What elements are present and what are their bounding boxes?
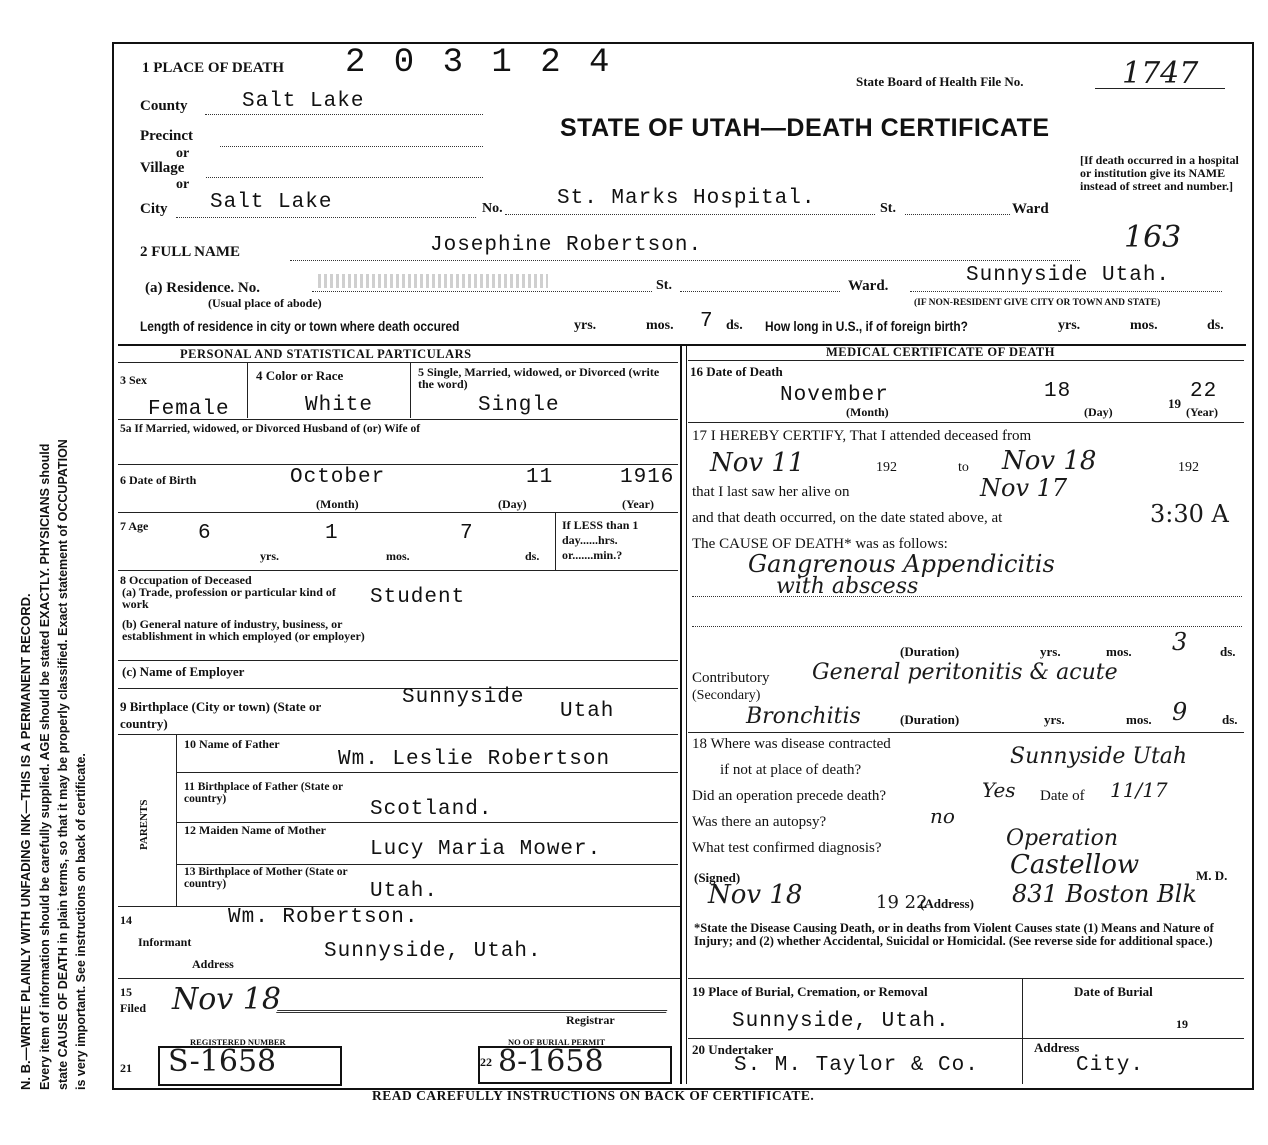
certify-text: 17 I HEREBY CERTIFY, That I attended deceased from — [692, 428, 1032, 444]
occupation-value: Student — [370, 586, 466, 609]
age-months: 1 — [325, 522, 339, 545]
attended-to-year: 192 — [1178, 460, 1199, 475]
street-label: St. — [880, 201, 896, 216]
duration-yrs-2: yrs. — [1044, 712, 1065, 727]
operation-date: 11/17 — [1110, 778, 1168, 802]
spouse-label: 5a If Married, widowed, or Divorced Husband of (or) Wife of — [120, 423, 421, 435]
residence-ward-value: Sunnyside Utah. — [966, 264, 1171, 287]
length-ds-label: ds. — [726, 318, 743, 333]
duration-mos-2: mos. — [1126, 712, 1152, 727]
less-than-day-label: If LESS than 1 day......hrs. or.......min.? — [562, 518, 639, 562]
cause-footnote: *State the Disease Causing Death, or in deaths from Violent Causes state (1) Means and Nature of Injury; and (2) whether Accidental, Suicidal or Homicidal. (See reverse side for additional space.) — [694, 921, 1214, 948]
full-name-value: Josephine Robertson. — [430, 234, 703, 257]
burial-place-label: 19 Place of Burial, Cremation, or Removal — [692, 984, 928, 999]
signed-year: 19 22 — [876, 892, 928, 913]
registrar-signature — [276, 996, 674, 1013]
or-label-1: or — [176, 146, 190, 161]
signed-label: (Signed) — [694, 870, 741, 885]
margin-note-line4: is very important. See instructions on back of certificate. — [74, 753, 88, 1090]
ward-label: Ward — [1012, 201, 1049, 217]
dob-month-caption: (Month) — [316, 497, 359, 511]
birthplace-label: 9 Birthplace (City or town) (State or country) — [120, 699, 321, 731]
death-year: 22 — [1190, 380, 1218, 403]
foreign-mos-label: mos. — [1130, 318, 1158, 333]
duration-days-value: 3 — [1172, 628, 1188, 656]
registered-number-label: REGISTERED NUMBER — [190, 1037, 286, 1047]
occupation-b-label: (b) General nature of industry, business, or establishment in which employed (or employer) — [122, 617, 365, 643]
physician-address: 831 Boston Blk — [1012, 880, 1197, 908]
death-year-caption: (Year) — [1186, 405, 1218, 419]
registered-number: S-1658 — [168, 1044, 277, 1079]
dob-year-caption: (Year) — [622, 497, 654, 511]
residence-st-label: St. — [656, 278, 672, 293]
filed-label: Filed — [120, 1001, 146, 1015]
medical-header: MEDICAL CERTIFICATE OF DEATH — [826, 345, 1055, 359]
length-residence-label: Length of residence in city or town where death occured — [140, 318, 460, 334]
duration-label-1: (Duration) — [900, 644, 960, 659]
age-mos-label: mos. — [386, 549, 410, 563]
personal-header: PERSONAL AND STATISTICAL PARTICULARS — [180, 347, 472, 361]
informant-address-label: Address — [192, 957, 234, 971]
residence-ward-label: Ward. — [848, 278, 889, 294]
length-mos-label: mos. — [646, 318, 674, 333]
secondary-label: (Secondary) — [692, 688, 761, 703]
time-of-death: 3:30 A — [1150, 500, 1229, 528]
birthplace-state: Utah — [560, 700, 615, 723]
mother-name-label: 12 Maiden Name of Mother — [184, 823, 326, 837]
residence-label: (a) Residence. No. — [145, 280, 260, 296]
foreign-birth-label: How long in U.S., if of foreign birth? — [765, 318, 968, 334]
village-label: Village — [140, 160, 185, 176]
burial-place: Sunnyside, Utah. — [732, 1010, 950, 1033]
hospital-note: [If death occurred in a hospital or institution give its NAME instead of street and number.] — [1080, 153, 1239, 193]
last-saw-text: that I last saw her alive on — [692, 484, 850, 500]
burial-date-label: Date of Burial — [1074, 984, 1153, 999]
cause-line-2: with abscess — [776, 574, 919, 599]
last-saw-date: Nov 17 — [980, 474, 1068, 502]
margin-note-line1: N. B.—WRITE PLAINLY WITH UNFADING INK—THIS IS A PERMANENT RECORD. — [18, 593, 33, 1090]
ward-number: 163 — [1124, 220, 1182, 255]
undertaker-address: City. — [1076, 1054, 1145, 1077]
dob-month: October — [290, 466, 386, 489]
registrar-label: Registrar — [566, 1013, 615, 1027]
employer-label: (c) Name of Employer — [122, 664, 245, 679]
field-22-number: 22 — [480, 1055, 492, 1069]
attended-from-year: 192 — [876, 460, 897, 475]
operation-value: Yes — [982, 778, 1016, 802]
mother-name: Lucy Maria Mower. — [370, 838, 602, 861]
sex-label: 3 Sex — [120, 373, 147, 387]
filed-number: 15 — [120, 985, 132, 999]
residence-no-redacted — [318, 274, 548, 288]
autopsy-label: Was there an autopsy? — [692, 814, 827, 830]
length-yrs-label: yrs. — [574, 318, 597, 333]
color-race-value: White — [305, 394, 374, 417]
usual-abode-note: (Usual place of abode) — [208, 296, 322, 310]
city-no-label: No. — [482, 201, 503, 216]
precinct-label: Precinct — [140, 128, 194, 144]
death-year-prefix: 19 — [1168, 396, 1181, 411]
burial-year: 19 — [1176, 1017, 1188, 1031]
certificate-number: 2 0 3 1 2 4 — [345, 44, 614, 82]
dob-day-caption: (Day) — [498, 497, 527, 511]
informant-name: Wm. Robertson. — [228, 906, 419, 929]
instructions-footer: READ CAREFULLY INSTRUCTIONS ON BACK OF CERTIFICATE. — [372, 1088, 815, 1103]
foreign-yrs-label: yrs. — [1058, 318, 1081, 333]
attended-to: Nov 18 — [1002, 446, 1097, 476]
father-birthplace-label: 11 Birthplace of Father (State or country) — [184, 781, 343, 805]
father-birthplace: Scotland. — [370, 798, 493, 821]
physician-signature: Castellow — [1010, 850, 1140, 880]
father-name: Wm. Leslie Robertson — [338, 748, 611, 771]
contracted-value: Sunnyside Utah — [1010, 744, 1188, 769]
county-value: Salt Lake — [242, 90, 365, 113]
field-21-number: 21 — [120, 1061, 132, 1075]
marital-label: 5 Single, Married, widowed, or Divorced (write the word) — [418, 365, 660, 391]
city-value: Salt Lake — [210, 191, 333, 214]
dob-year: 1916 — [620, 466, 675, 489]
md-label: M. D. — [1196, 868, 1228, 883]
dob-label: 6 Date of Birth — [120, 473, 197, 487]
marital-value: Single — [478, 394, 560, 417]
death-day: 18 — [1044, 380, 1072, 403]
age-label: 7 Age — [120, 519, 149, 533]
hospital-value: St. Marks Hospital. — [557, 187, 816, 210]
father-name-label: 10 Name of Father — [184, 737, 280, 751]
duration-mos-value: 9 — [1172, 698, 1188, 726]
birthplace-city: Sunnyside — [402, 686, 525, 709]
occurred-text: and that death occurred, on the date stated above, at — [692, 510, 1003, 526]
full-name-label: 2 FULL NAME — [140, 244, 241, 260]
duration-yrs-1: yrs. — [1040, 644, 1061, 659]
operation-label: Did an operation precede death? — [692, 788, 887, 804]
occupation-a-label: (a) Trade, profession or particular kind of work — [122, 585, 336, 611]
undertaker: S. M. Taylor & Co. — [734, 1054, 979, 1077]
attended-to-label: to — [958, 460, 969, 475]
contributory-label: Contributory — [692, 670, 770, 686]
death-day-caption: (Day) — [1084, 405, 1113, 419]
death-month-caption: (Month) — [846, 405, 889, 419]
occupation-label: 8 Occupation of Deceased — [120, 573, 252, 587]
city-label: City — [140, 201, 168, 217]
county-label: County — [140, 98, 188, 114]
file-no-label: State Board of Health File No. — [856, 74, 1024, 89]
burial-permit-label: NO OF BURIAL PERMIT — [508, 1037, 606, 1047]
certificate-title: STATE OF UTAH—DEATH CERTIFICATE — [560, 114, 1050, 142]
contributory-value: General peritonitis & acute — [812, 660, 1118, 685]
length-days-value: 7 — [700, 310, 714, 333]
test-label: What test confirmed diagnosis? — [692, 840, 882, 856]
date-of-death-label: 16 Date of Death — [690, 364, 783, 379]
undertaker-address-label: Address — [1034, 1040, 1080, 1055]
contracted-label: 18 Where was disease contracted — [692, 736, 891, 752]
or-label-2: or — [176, 177, 190, 192]
color-race-label: 4 Color or Race — [256, 368, 344, 383]
place-of-death-label: 1 PLACE OF DEATH — [142, 60, 285, 76]
dob-day: 11 — [526, 466, 554, 489]
age-yrs-label: yrs. — [260, 549, 279, 563]
informant-label: Informant — [138, 935, 192, 949]
foreign-ds-label: ds. — [1207, 318, 1224, 333]
margin-note-line2: Every item of information should be carefully supplied. AGE should be stated EXACTLY. PHYSICIANS should — [38, 443, 52, 1090]
informant-number: 14 — [120, 913, 132, 927]
duration-ds-2: ds. — [1222, 712, 1238, 727]
duration-ds-1: ds. — [1220, 644, 1236, 659]
burial-permit-number: 8-1658 — [498, 1044, 604, 1079]
duration-label-2: (Duration) — [900, 712, 960, 727]
cause-line-1: Gangrenous Appendicitis — [748, 550, 1055, 578]
signed-date: Nov 18 — [708, 880, 803, 910]
non-resident-note: (IF NON-RESIDENT GIVE CITY OR TOWN AND STATE) — [914, 298, 1161, 308]
informant-address: Sunnyside, Utah. — [324, 940, 542, 963]
file-no-value: 1747 — [1122, 56, 1199, 91]
contracted-label-2: if not at place of death? — [720, 762, 862, 778]
test-value: Operation — [1006, 826, 1119, 851]
death-month: November — [780, 384, 889, 407]
autopsy-value: no — [930, 804, 955, 828]
age-years: 6 — [198, 522, 212, 545]
cause-label: The CAUSE OF DEATH* was as follows: — [692, 536, 948, 552]
physician-address-label: (Address) — [920, 896, 974, 911]
sex-value: Female — [148, 398, 230, 421]
mother-birthplace: Utah. — [370, 880, 439, 903]
contributory-value-2: Bronchitis — [746, 704, 861, 729]
age-days: 7 — [460, 522, 474, 545]
duration-mos-1: mos. — [1106, 644, 1132, 659]
age-ds-label: ds. — [525, 549, 540, 563]
mother-birthplace-label: 13 Birthplace of Mother (State or country) — [184, 866, 348, 890]
margin-note-line3: state CAUSE OF DEATH in plain terms, so that it may be properly classified. Exact statement of OCCUPATION — [56, 439, 70, 1090]
operation-date-label: Date of — [1040, 788, 1085, 804]
parents-label: PARENTS — [138, 799, 150, 850]
undertaker-label: 20 Undertaker — [692, 1042, 774, 1057]
filed-value: Nov 18 — [172, 982, 281, 1017]
attended-from: Nov 11 — [710, 448, 805, 478]
